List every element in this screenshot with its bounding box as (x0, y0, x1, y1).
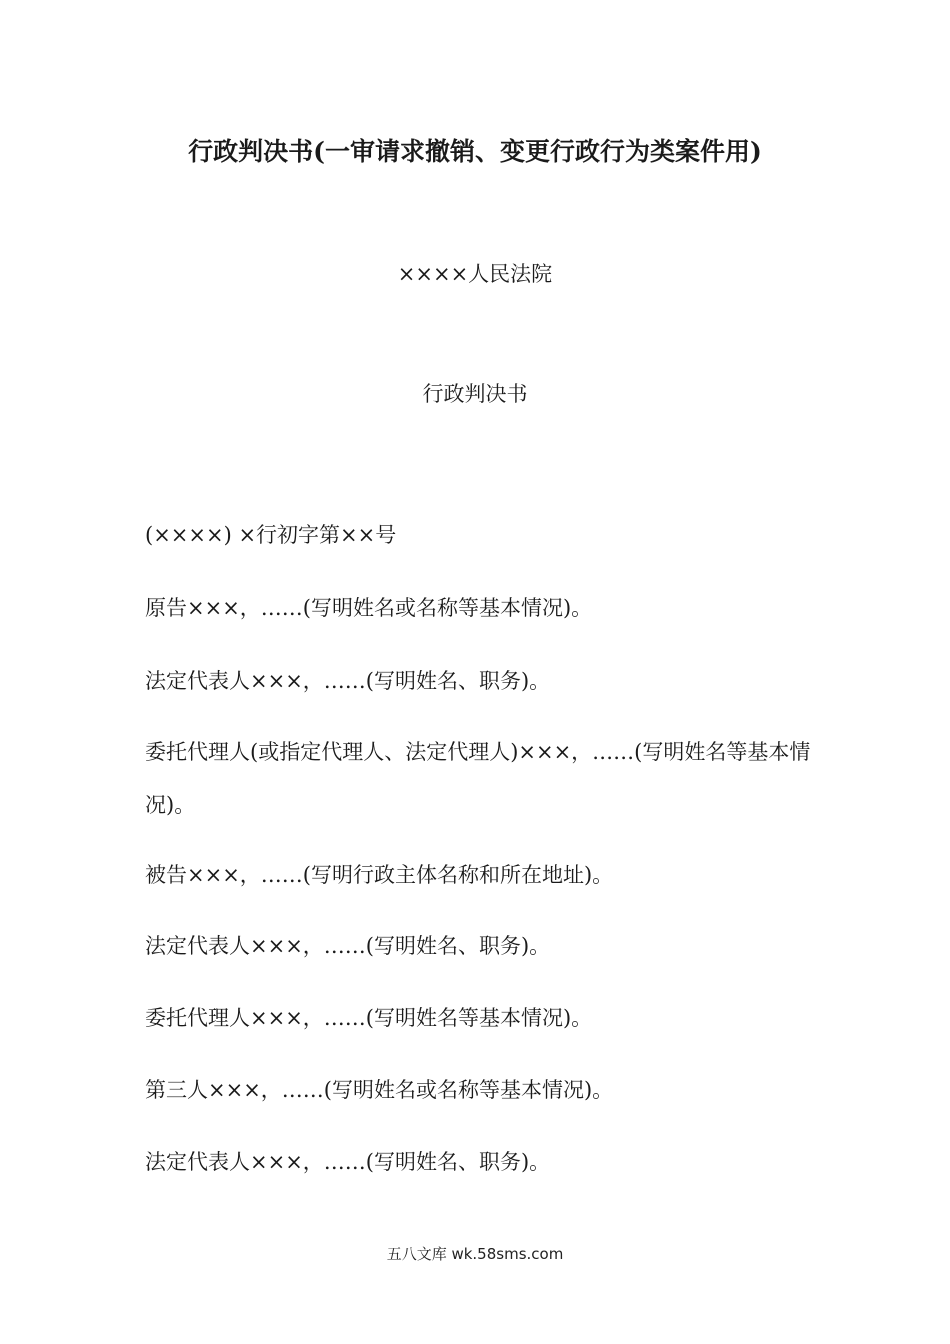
case-number: (××××) ×行初字第××号 (145, 523, 397, 547)
plaintiff-agent-paragraph: 委托代理人(或指定代理人、法定代理人)×××，……(写明姓名等基本情况)。 (145, 740, 811, 817)
plaintiff-paragraph: 原告×××，……(写明姓名或名称等基本情况)。 (145, 596, 593, 620)
third-party-legal-representative-paragraph: 法定代表人×××，……(写明姓名、职务)。 (145, 1150, 551, 1174)
defendant-paragraph: 被告×××，……(写明行政主体名称和所在地址)。 (145, 863, 614, 887)
plaintiff-legal-representative-paragraph: 法定代表人×××，……(写明姓名、职务)。 (145, 669, 551, 693)
document-type: 行政判决书 (422, 382, 528, 406)
third-party-paragraph: 第三人×××，……(写明姓名或名称等基本情况)。 (145, 1078, 614, 1102)
court-name: ××××人民法院 (397, 262, 553, 286)
defendant-legal-representative-paragraph: 法定代表人×××，……(写明姓名、职务)。 (145, 934, 551, 958)
footer-watermark: 五八文库 wk.58sms.com (386, 1245, 564, 1263)
document-title: 行政判决书(一审请求撤销、变更行政行为类案件用) (188, 137, 762, 166)
defendant-agent-paragraph: 委托代理人×××，……(写明姓名等基本情况)。 (145, 1006, 593, 1030)
